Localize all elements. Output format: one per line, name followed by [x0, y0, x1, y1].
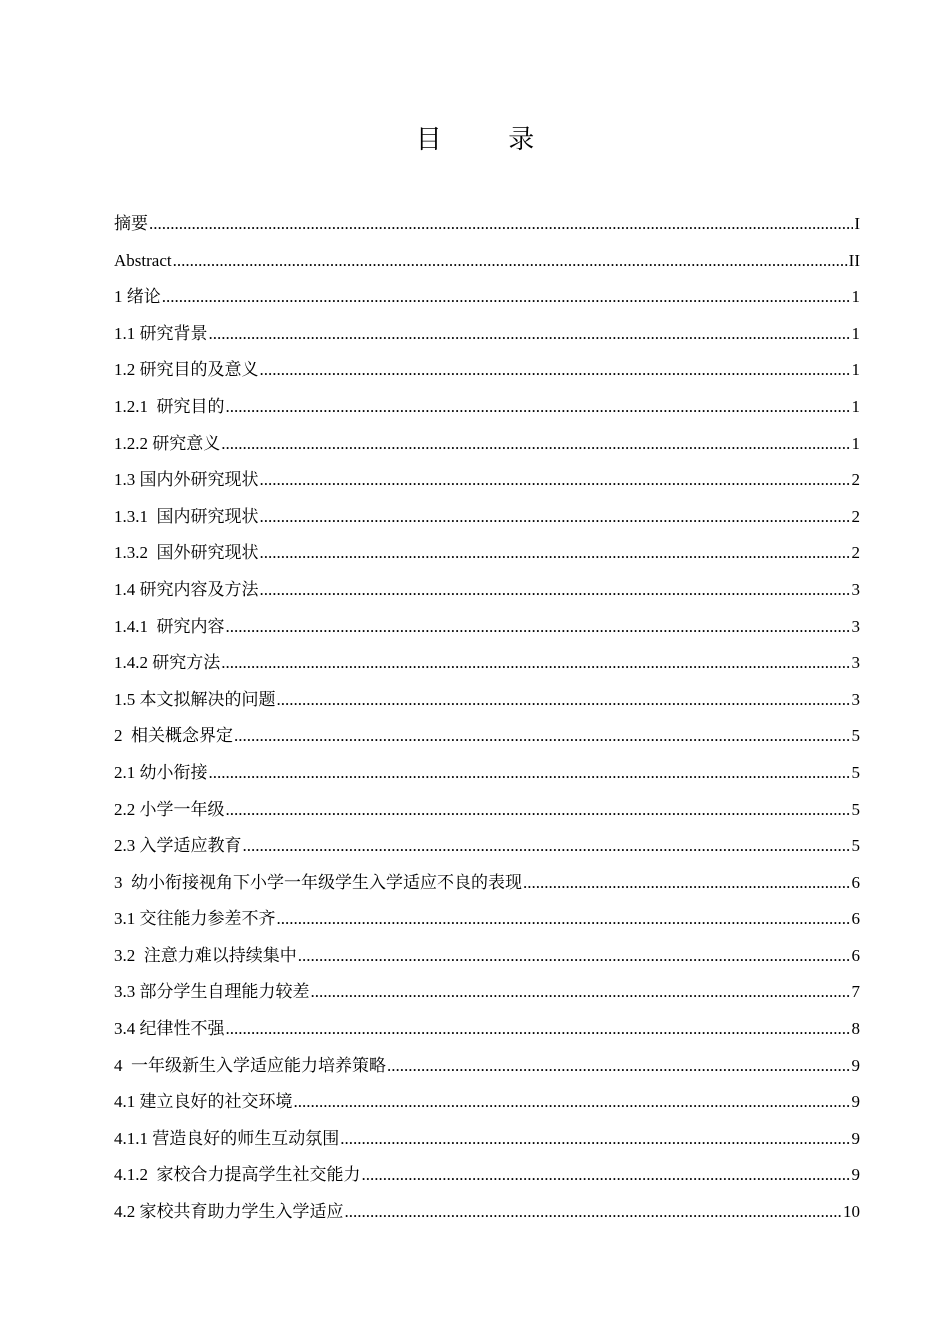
toc-entry-title: 1.2 研究目的及意义 [114, 360, 259, 380]
toc-entry[interactable] [114, 682, 860, 719]
toc-entry[interactable] [114, 792, 860, 829]
toc-entry-title: 3.1 交往能力参差不齐 [114, 909, 276, 929]
toc-entry-title: 4 一年级新生入学适应能力培养策略 [114, 1055, 386, 1075]
toc-entry[interactable] [114, 609, 860, 646]
toc-entry-title: 1.5 本文拟解决的问题 [114, 689, 276, 709]
page-title: 目 录 [415, 125, 565, 154]
toc-entry-title: 1.4.2 研究方法 [114, 653, 221, 673]
toc-entry-title: 2.2 小学一年级 [114, 799, 225, 819]
toc-dot-leader [277, 901, 851, 938]
toc-page-number: 7 [851, 982, 860, 1002]
toc-entry[interactable] [114, 316, 860, 353]
toc-dot-leader [298, 938, 851, 975]
toc-dot-leader [221, 645, 850, 682]
toc-entry-title: 1.2.2 研究意义 [114, 433, 221, 453]
toc-dot-leader [311, 974, 851, 1011]
toc-dot-leader [226, 792, 851, 829]
toc-dot-leader [234, 718, 851, 755]
toc-entry-title: 1.3.2 国外研究现状 [114, 543, 259, 563]
toc-entry[interactable] [114, 572, 860, 609]
toc-entry-title: 2.1 幼小衔接 [114, 762, 208, 782]
toc-dot-leader [294, 1084, 851, 1121]
toc-page-number: 1 [851, 360, 860, 380]
toc-entry-title: 4.1.1 营造良好的师生互动氛围 [114, 1128, 340, 1148]
toc-entry-title: 1.3.1 国内研究现状 [114, 506, 259, 526]
toc-dot-leader [260, 462, 851, 499]
toc-page-number: 5 [851, 726, 860, 746]
toc-dot-leader [387, 1048, 851, 1085]
toc-page-number: 6 [851, 872, 860, 892]
toc-entry[interactable] [114, 462, 860, 499]
toc-entry[interactable] [114, 1121, 860, 1158]
toc-page-number: 9 [851, 1055, 860, 1075]
toc-entry[interactable] [114, 828, 860, 865]
toc-page-number: 9 [851, 1092, 860, 1112]
toc-page-number: 9 [851, 1165, 860, 1185]
toc-entry-title: 1.2.1 研究目的 [114, 396, 225, 416]
toc-page-number: 1 [851, 323, 860, 343]
toc-dot-leader [277, 682, 851, 719]
toc-entry[interactable] [114, 206, 860, 243]
toc-page-number: 5 [851, 762, 860, 782]
toc-dot-leader [221, 426, 850, 463]
toc-page-number: 5 [851, 836, 860, 856]
toc-dot-leader [260, 352, 851, 389]
toc-entry[interactable] [114, 279, 860, 316]
toc-dot-leader [362, 1157, 851, 1194]
toc-entry[interactable] [114, 243, 860, 280]
toc-entry[interactable] [114, 755, 860, 792]
toc-page-number: 6 [851, 945, 860, 965]
toc-page-number: 10 [843, 1202, 860, 1222]
toc-page-number: II [848, 250, 860, 270]
toc-entry-title: 3 幼小衔接视角下小学一年级学生入学适应不良的表现 [114, 872, 522, 892]
toc-entry-title: 2.3 入学适应教育 [114, 836, 242, 856]
toc-entry-title: 3.4 纪律性不强 [114, 1019, 225, 1039]
toc-entry-title: 4.1.2 家校合力提高学生社交能力 [114, 1165, 361, 1185]
toc-entry[interactable] [114, 1011, 860, 1048]
toc-entry-title: 4.2 家校共育助力学生入学适应 [114, 1202, 344, 1222]
toc-entry-title: Abstract [114, 250, 172, 270]
toc-dot-leader [226, 1011, 851, 1048]
toc-dot-leader [260, 499, 851, 536]
toc-entry-title: 1.4 研究内容及方法 [114, 579, 259, 599]
toc-entry[interactable] [114, 1194, 860, 1231]
toc-entry[interactable] [114, 1157, 860, 1194]
toc-entry[interactable] [114, 718, 860, 755]
toc-entry-title: 摘要 [114, 214, 148, 233]
toc-entry[interactable] [114, 499, 860, 536]
toc-entry[interactable] [114, 389, 860, 426]
toc-entry-title: 4.1 建立良好的社交环境 [114, 1092, 293, 1112]
table-of-contents [114, 206, 860, 1231]
toc-dot-leader [340, 1121, 850, 1158]
toc-page-number: 2 [851, 506, 860, 526]
toc-page-number: 3 [851, 579, 860, 599]
toc-entry-title: 3.3 部分学生自理能力较差 [114, 982, 310, 1002]
toc-dot-leader [149, 206, 853, 243]
toc-page-number: 3 [851, 653, 860, 673]
toc-dot-leader [173, 243, 848, 280]
toc-entry[interactable] [114, 938, 860, 975]
toc-entry[interactable] [114, 974, 860, 1011]
toc-page-number: 3 [851, 689, 860, 709]
toc-page-number: I [854, 214, 860, 233]
toc-dot-leader [260, 535, 851, 572]
toc-entry[interactable] [114, 426, 860, 463]
toc-entry[interactable] [114, 645, 860, 682]
toc-entry[interactable] [114, 901, 860, 938]
toc-dot-leader [209, 755, 851, 792]
toc-dot-leader [226, 609, 851, 646]
toc-dot-leader [260, 572, 851, 609]
toc-entry-title: 2 相关概念界定 [114, 726, 233, 746]
toc-dot-leader [345, 1194, 843, 1231]
toc-entry[interactable] [114, 1084, 860, 1121]
toc-entry-title: 3.2 注意力难以持续集中 [114, 945, 297, 965]
toc-page-number: 2 [851, 470, 860, 490]
toc-entry[interactable] [114, 352, 860, 389]
toc-dot-leader [243, 828, 851, 865]
toc-page-number: 1 [851, 433, 860, 453]
toc-entry-title: 1.4.1 研究内容 [114, 616, 225, 636]
toc-entry-title: 1.3 国内外研究现状 [114, 470, 259, 490]
toc-dot-leader [523, 865, 851, 902]
toc-page-number: 1 [851, 396, 860, 416]
toc-page-number: 2 [851, 543, 860, 563]
toc-entry[interactable] [114, 865, 860, 902]
toc-entry-title: 1.1 研究背景 [114, 323, 208, 343]
toc-entry[interactable] [114, 535, 860, 572]
toc-page-number: 5 [851, 799, 860, 819]
toc-dot-leader [226, 389, 851, 426]
toc-page-number: 6 [851, 909, 860, 929]
toc-page-number: 8 [851, 1019, 860, 1039]
toc-dot-leader [209, 316, 851, 353]
toc-entry-title: 1 绪论 [114, 287, 161, 307]
toc-entry[interactable] [114, 1048, 860, 1085]
toc-page-number: 3 [851, 616, 860, 636]
toc-page-number: 9 [851, 1128, 860, 1148]
toc-page-number: 1 [851, 287, 860, 307]
toc-dot-leader [162, 279, 851, 316]
